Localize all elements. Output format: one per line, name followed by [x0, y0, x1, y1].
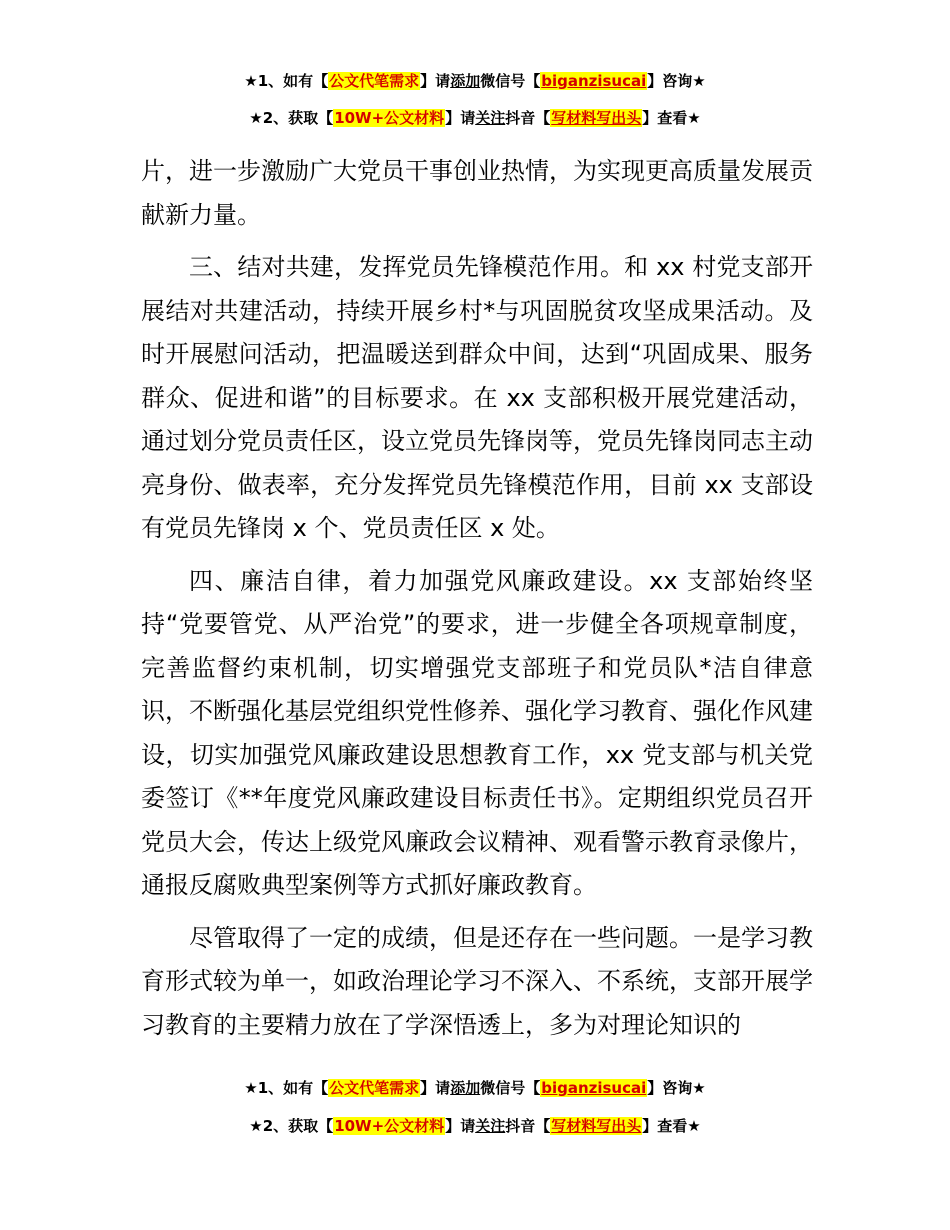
header-banner-line-2: ★2、获取【10W+公文材料】请关注抖音【写材料写出头】查看★: [249, 109, 701, 127]
highlight-wechat-id: biganzisucai: [541, 72, 647, 90]
highlight-douyin-account: 写材料写出头: [551, 1117, 642, 1135]
highlight-materials: 10W+公文材料: [334, 1117, 445, 1135]
footer-banner-line-2: ★2、获取【10W+公文材料】请关注抖音【写材料写出头】查看★: [249, 1117, 701, 1135]
document-body: [141, 150, 813, 1056]
paragraph-problems: 尽管取得了一定的成绩，但是还存在一些问题。一是学习教育形式较为单一，如政治理论学习不深入、不系统，支部开展学习教育的主要精力放在了学深悟透上，多为对理论知识的: [141, 923, 813, 1039]
header-banner-line-1: ★1、如有【公文代笔需求】请添加微信号【biganzisucai】咨询★: [244, 72, 706, 90]
footer-banner-line-1: ★1、如有【公文代笔需求】请添加微信号【biganzisucai】咨询★: [244, 1079, 706, 1097]
highlight-wechat-id: biganzisucai: [541, 1079, 647, 1097]
paragraph-section-three: 三、结对共建，发挥党员先锋模范作用。和 xx 村党支部开展结对共建活动，持续开展乡村*与巩固脱贫攻坚成果活动。及时开展慰问活动，把温暖送到群众中间，达到“巩固成果、服务群众、促进和谐”的目标要求。在 xx 支部积极开展党建活动，通过划分党员责任区，设立党员先锋岗等，党员先锋岗同志主动亮身份、做表率，充分发挥党员先锋模范作用，目前 xx 支部设有党员先锋岗 x 个、党员责任区 x 处。: [141, 253, 813, 542]
paragraph-continuation: 片，进一步激励广大党员干事创业热情，为实现更高质量发展贡献新力量。: [141, 157, 813, 229]
highlight-ghostwriting: 公文代笔需求: [329, 72, 420, 90]
highlight-ghostwriting: 公文代笔需求: [329, 1079, 420, 1097]
paragraph-section-four: 四、廉洁自律，着力加强党风廉政建设。xx 支部始终坚持“党要管党、从严治党”的要求，进一步健全各项规章制度，完善监督约束机制，切实增强党支部班子和党员队*洁自律意识，不断强化基层党组织党性修养、强化学习教育、强化作风建设，切实加强党风廉政建设思想教育工作，xx 党支部与机关党委签订《**年度党风廉政建设目标责任书》。定期组织党员召开党员大会，传达上级党风廉政会议精神、观看警示教育录像片，通报反腐败典型案例等方式抓好廉政教育。: [141, 566, 813, 899]
highlight-materials: 10W+公文材料: [334, 109, 445, 127]
highlight-douyin-account: 写材料写出头: [551, 109, 642, 127]
